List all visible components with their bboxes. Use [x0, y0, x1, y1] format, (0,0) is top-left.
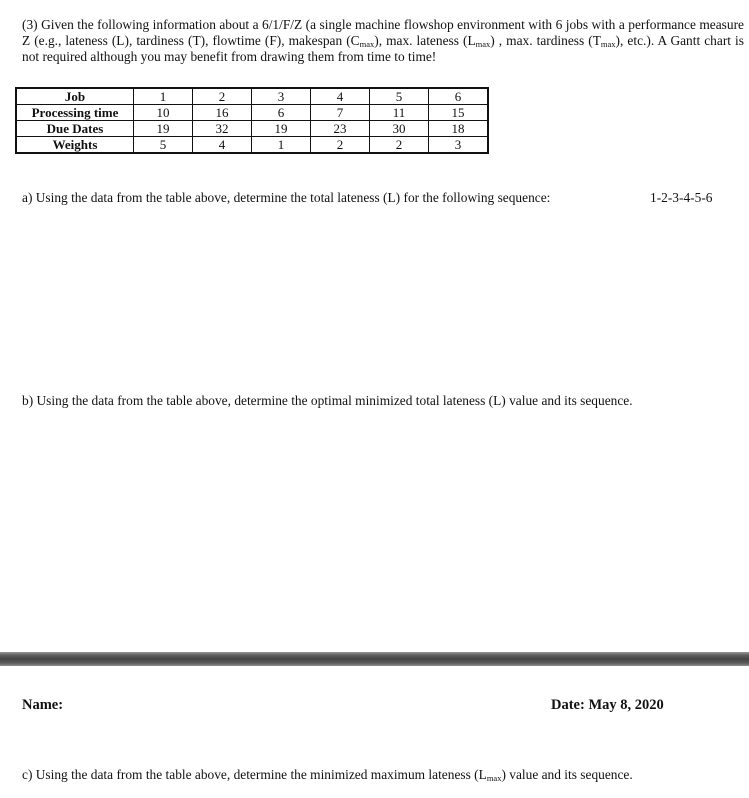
question-c: c) Using the data from the table above, determine the minimized maximum lateness $(L_{max})$ value and its sequence.	[22, 767, 633, 783]
table-cell: 4	[311, 88, 370, 105]
row-label: Job	[16, 88, 134, 105]
table-cell: 2	[311, 137, 370, 154]
table-cell: 5	[134, 137, 193, 154]
table-cell: 3	[252, 88, 311, 105]
table-cell: 11	[370, 105, 429, 121]
row-label: Due Dates	[16, 121, 134, 137]
table-cell: 3	[429, 137, 489, 154]
table-cell: 10	[134, 105, 193, 121]
question-a-sequence: 1-2-3-4-5-6	[650, 190, 713, 205]
table-cell: 18	[429, 121, 489, 137]
date-label: Date: May 8, 2020	[551, 697, 664, 713]
row-label: Weights	[16, 137, 134, 154]
table-cell: 30	[370, 121, 429, 137]
table-cell: 6	[252, 105, 311, 121]
table-cell: 2	[370, 137, 429, 154]
table-cell: 6	[429, 88, 489, 105]
table-cell: 16	[193, 105, 252, 121]
table-row-weights	[16, 137, 488, 154]
table-cell: 1	[252, 137, 311, 154]
table-cell: 4	[193, 137, 252, 154]
job-data-table	[15, 87, 489, 154]
question-b: b) Using the data from the table above, determine the optimal minimized total lateness (L) value and its sequence.	[22, 393, 633, 408]
table-cell: 15	[429, 105, 489, 121]
name-label: Name:	[22, 697, 64, 713]
table-cell: 7	[311, 105, 370, 121]
row-label: Processing time	[16, 105, 134, 121]
table-cell: 19	[252, 121, 311, 137]
table-cell: 2	[193, 88, 252, 105]
table-row-job	[16, 88, 488, 105]
table-cell: 5	[370, 88, 429, 105]
problem-statement: (3) Given the following information about a 6/1/F/Z (a single machine flowshop environment with 6 jobs with a performance measure Z (e.g., lateness (L), tardiness (T), flowtime (F), makespan $(C_{max})$, max. lateness $(L_{max})$ , max. tardiness $(T_{max})$, etc.). A Gantt chart is not required although you may benefit from drawing them from time to time!	[22, 17, 744, 64]
question-a: a) Using the data from the table above, determine the total lateness (L) for the following sequence:	[22, 190, 551, 205]
table-cell: 23	[311, 121, 370, 137]
table-cell: 19	[134, 121, 193, 137]
table-cell: 32	[193, 121, 252, 137]
page-divider	[0, 652, 749, 666]
table-row-due-dates	[16, 121, 488, 137]
table-cell: 1	[134, 88, 193, 105]
table-row-processing-time	[16, 105, 488, 121]
